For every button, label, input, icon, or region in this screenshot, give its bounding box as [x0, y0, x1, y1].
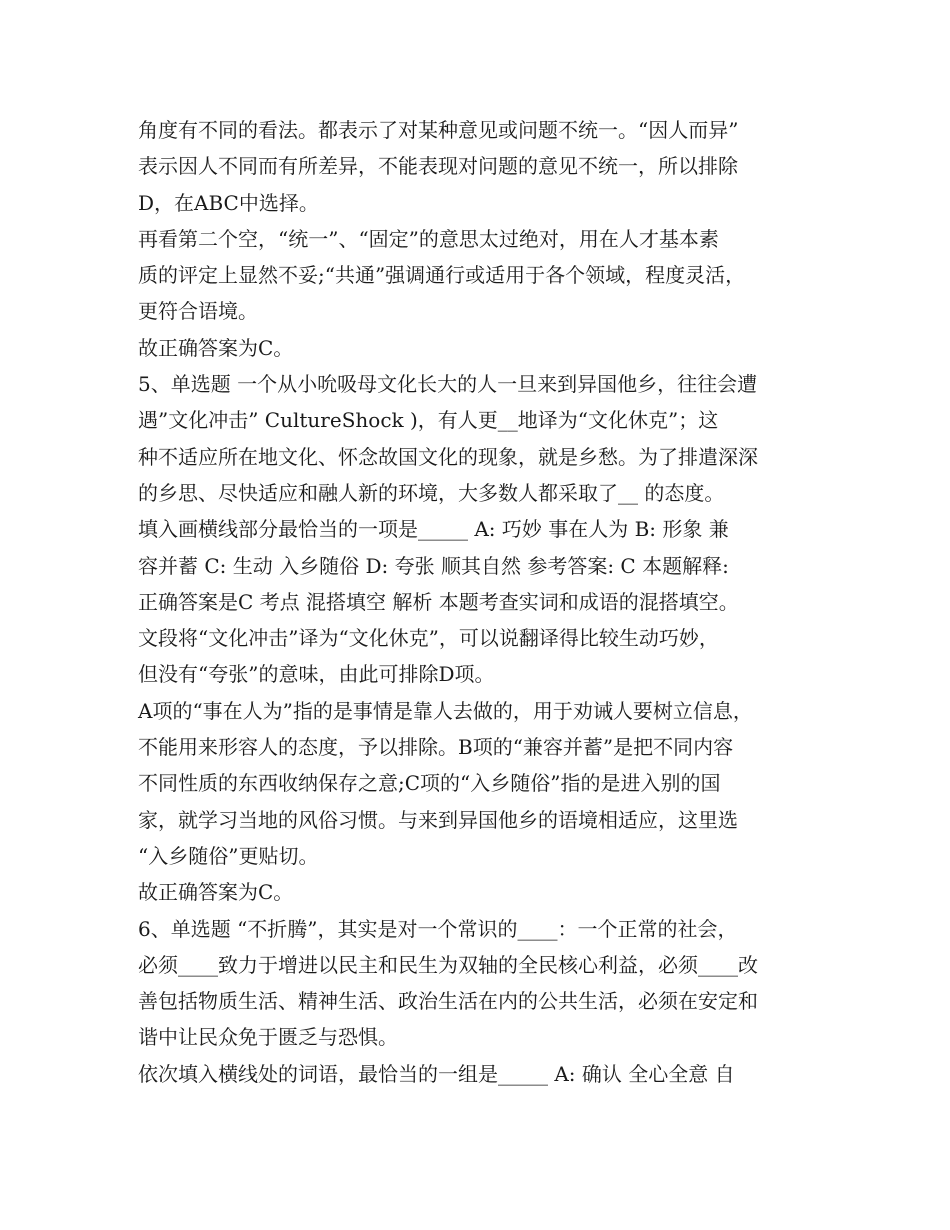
text-line: A项的“事在人为”指的是事情是靠人去做的，用于劝诫人要树立信息，: [138, 698, 753, 723]
text-line: 质的评定上显然不妥;“共通”强调通行或适用于各个领域，程度灵活，: [138, 263, 746, 288]
text-line: 不同性质的东西收纳保存之意;C项的“入乡随俗”指的是进入别的国: [138, 771, 721, 796]
text-line: 填入画横线部分最恰当的一项是_____ A: 巧妙 事在人为 B: 形象 兼: [138, 517, 729, 542]
text-line: “入乡随俗”更贴切。: [138, 843, 319, 868]
text-line: 谐中让民众免于匮乏与恐惧。: [138, 1025, 398, 1050]
text-line: 遇”文化冲击” CultureShock )，有人更__地译为“文化休克”；这: [138, 408, 719, 433]
document-body: [138, 112, 818, 1092]
text-line: 角度有不同的看法。都表示了对某种意见或问题不统一。“因人而异”: [138, 118, 739, 142]
text-line: 的乡思、尽快适应和融人新的环境，大多数人都采取了__ 的态度。: [138, 480, 725, 505]
text-line: 依次填入横线处的词语，最恰当的一组是_____ A: 确认 全心全意 自: [138, 1061, 735, 1086]
text-line: 故正确答案为C。: [138, 335, 294, 360]
question-6-header: 6、单选题 “不折腾”，其实是对一个常识的____：一个正常的社会，: [138, 916, 738, 941]
text-line: 再看第二个空，“统一”、“固定”的意思太过绝对，用在人才基本素: [138, 226, 719, 251]
text-line: 种不适应所在地文化、怀念故国文化的现象，就是乡愁。为了排遣深深: [138, 444, 758, 469]
text-line: 家，就学习当地的风俗习惯。与来到异国他乡的语境相适应，这里选: [138, 807, 738, 832]
text-line: 表示因人不同而有所差异，不能表现对问题的意见不统一，所以排除: [138, 154, 738, 179]
text-line: 容并蓄 C: 生动 入乡随俗 D: 夸张 顺其自然 参考答案: C 本题解释:: [138, 553, 729, 578]
question-5-header: 5、单选题 一个从小吮吸母文化长大的人一旦来到异国他乡，往往会遭: [138, 372, 758, 397]
text-line: D，在ABC中选择。: [138, 190, 319, 215]
text-line: 但没有“夸张”的意味，由此可排除D项。: [138, 662, 495, 687]
text-line: 必须____致力于增进以民主和民生为双轴的全民核心利益，必须____改: [138, 952, 758, 977]
text-line: 不能用来形容人的态度，予以排除。B项的“兼容并蓄”是把不同内容: [138, 735, 734, 760]
text-line: 文段将“文化冲击”译为“文化休克”，可以说翻译得比较生动巧妙，: [138, 626, 719, 651]
text-line: 故正确答案为C。: [138, 880, 294, 905]
text-line: 正确答案是C 考点 混搭填空 解析 本题考查实词和成语的混搭填空。: [138, 589, 739, 614]
text-line: 更符合语境。: [138, 299, 258, 324]
text-line: 善包括物质生活、精神生活、政治生活在内的公共生活，必须在安定和: [138, 989, 758, 1014]
